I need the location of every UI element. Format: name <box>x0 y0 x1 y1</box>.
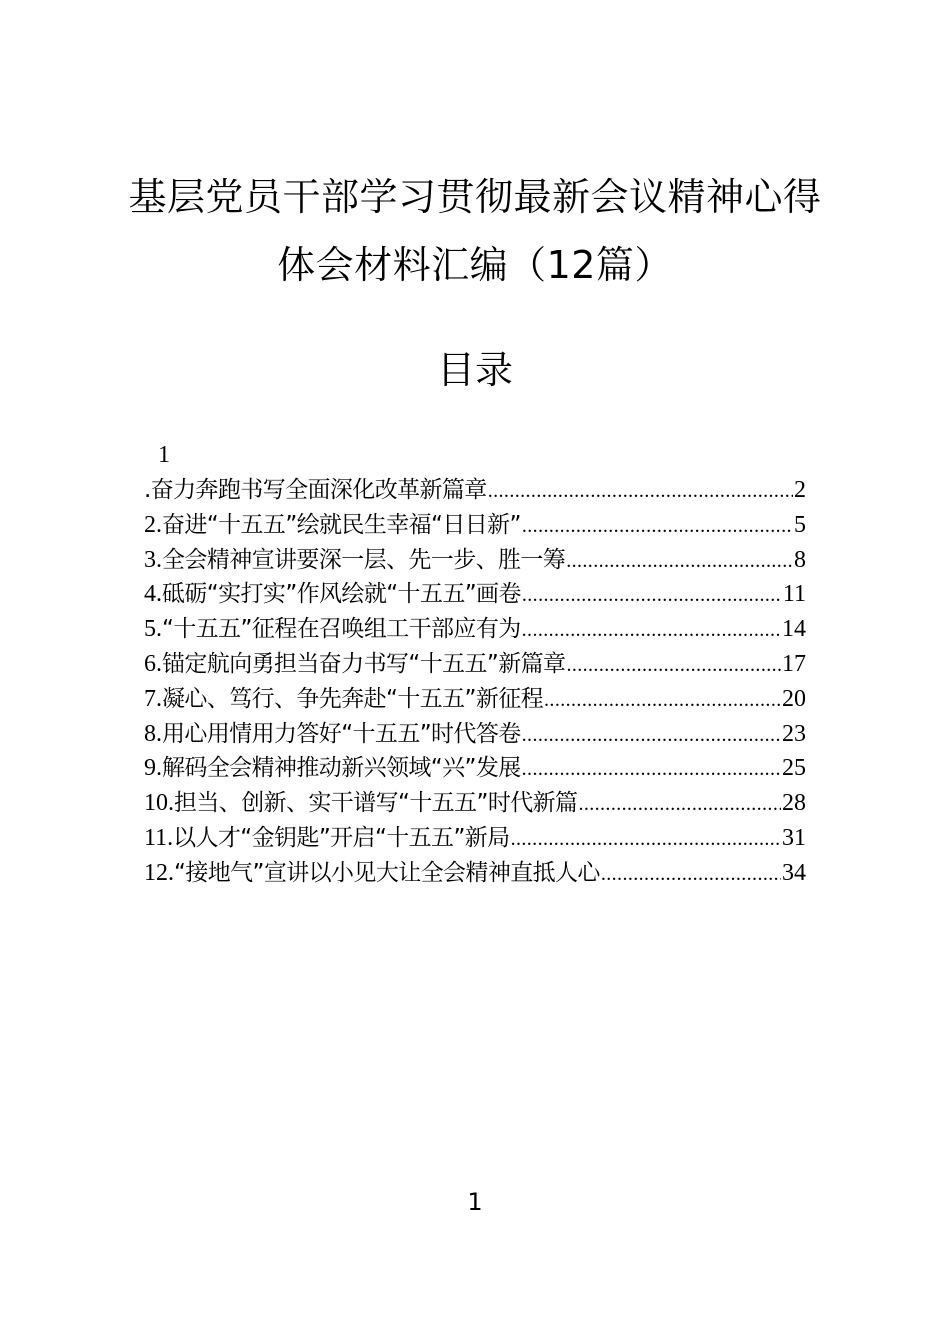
toc-entry-page: 28 <box>782 790 806 817</box>
toc-entry-8[interactable] <box>144 717 806 752</box>
toc-entry-page: 23 <box>782 720 806 747</box>
toc-entry-page: 11 <box>782 581 806 608</box>
toc-entry-page: 20 <box>782 685 806 712</box>
toc-entry-number: 4. <box>144 581 162 608</box>
toc-entry-page: 8 <box>794 546 806 573</box>
toc-entry-3[interactable] <box>144 543 806 578</box>
toc-dot-leader <box>522 718 781 752</box>
toc-entry-number: 9. <box>144 755 162 782</box>
toc-entry-10[interactable] <box>144 786 806 821</box>
toc-entry-title: 担当、创新、实干谱写“十五五”时代新篇 <box>174 790 578 817</box>
toc-entry-number: 8. <box>144 720 162 747</box>
toc-entry-page: 34 <box>782 859 806 886</box>
page-number: 1 <box>467 1188 483 1216</box>
document-title-line-1: 基层党员干部学习贯彻最新会议精神心得 <box>128 175 822 219</box>
toc-entry-page: 25 <box>782 755 806 782</box>
toc-entry-title: 解码全会精神推动新兴领域“兴”发展 <box>162 755 521 782</box>
toc-heading: 目录 <box>436 348 513 392</box>
toc-entry-page: 17 <box>782 650 806 677</box>
toc-entry-title: .奋力奔跑书写全面深化改革新篇章 <box>144 477 487 503</box>
toc-entry-11[interactable] <box>144 821 806 856</box>
toc-entry-number: 5. <box>144 616 162 643</box>
toc-entry-title: 奋进“十五五”绘就民生幸福“日日新” <box>162 511 521 538</box>
toc-dot-leader <box>544 683 781 717</box>
toc-dot-leader <box>511 822 781 856</box>
toc-entry-title: 锚定航向勇担当奋力书写“十五五”新篇章 <box>162 650 566 677</box>
toc-entry-title: 全会精神宣讲要深一层、先一步、胜一筹 <box>162 546 566 573</box>
table-of-contents <box>144 473 806 891</box>
toc-entry-title: 凝心、笃行、争先奔赴“十五五”新征程 <box>162 685 544 712</box>
toc-entry-7[interactable] <box>144 682 806 717</box>
toc-dot-leader <box>566 648 781 682</box>
toc-entry-9[interactable] <box>144 751 806 786</box>
toc-entry-number: 12. <box>144 859 174 886</box>
toc-entry-1[interactable] <box>144 473 806 508</box>
toc-dot-leader <box>578 787 781 821</box>
toc-entry-4[interactable] <box>144 577 806 612</box>
toc-dot-leader <box>522 613 781 647</box>
toc-entry-6[interactable] <box>144 647 806 682</box>
toc-dot-leader <box>522 578 782 612</box>
toc-dot-leader <box>601 857 781 891</box>
toc-entry-title: “十五五”征程在召唤组工干部应有为 <box>162 616 521 643</box>
toc-entry-page: 5 <box>794 511 806 538</box>
toc-first-entry-number: 1 <box>158 442 170 468</box>
toc-dot-leader <box>566 544 793 578</box>
toc-entry-2[interactable] <box>144 508 806 543</box>
toc-entry-number: 10. <box>144 790 174 817</box>
toc-entry-number: 2. <box>144 511 162 538</box>
toc-entry-12[interactable] <box>144 856 806 891</box>
toc-entry-page: 2 <box>794 477 806 503</box>
toc-entry-page: 14 <box>782 616 806 643</box>
toc-entry-number: 7. <box>144 685 162 712</box>
document-title-line-2: 体会材料汇编（12篇） <box>277 243 673 287</box>
toc-entry-page: 31 <box>782 824 806 851</box>
toc-dot-leader <box>488 474 793 508</box>
toc-entry-title: “接地气”宣讲以小见大让全会精神直抵人心 <box>174 859 600 886</box>
toc-entry-title: 用心用情用力答好“十五五”时代答卷 <box>162 720 521 747</box>
toc-entry-5[interactable] <box>144 612 806 647</box>
toc-dot-leader <box>522 509 793 543</box>
toc-dot-leader <box>522 752 781 786</box>
toc-entry-number: 3. <box>144 546 162 573</box>
toc-entry-number: 11. <box>144 824 174 851</box>
toc-entry-title: 砥砺“实打实”作风绘就“十五五”画卷 <box>162 581 521 608</box>
toc-entry-title: 以人才“金钥匙”开启“十五五”新局 <box>173 824 510 851</box>
toc-entry-number: 6. <box>144 650 162 677</box>
